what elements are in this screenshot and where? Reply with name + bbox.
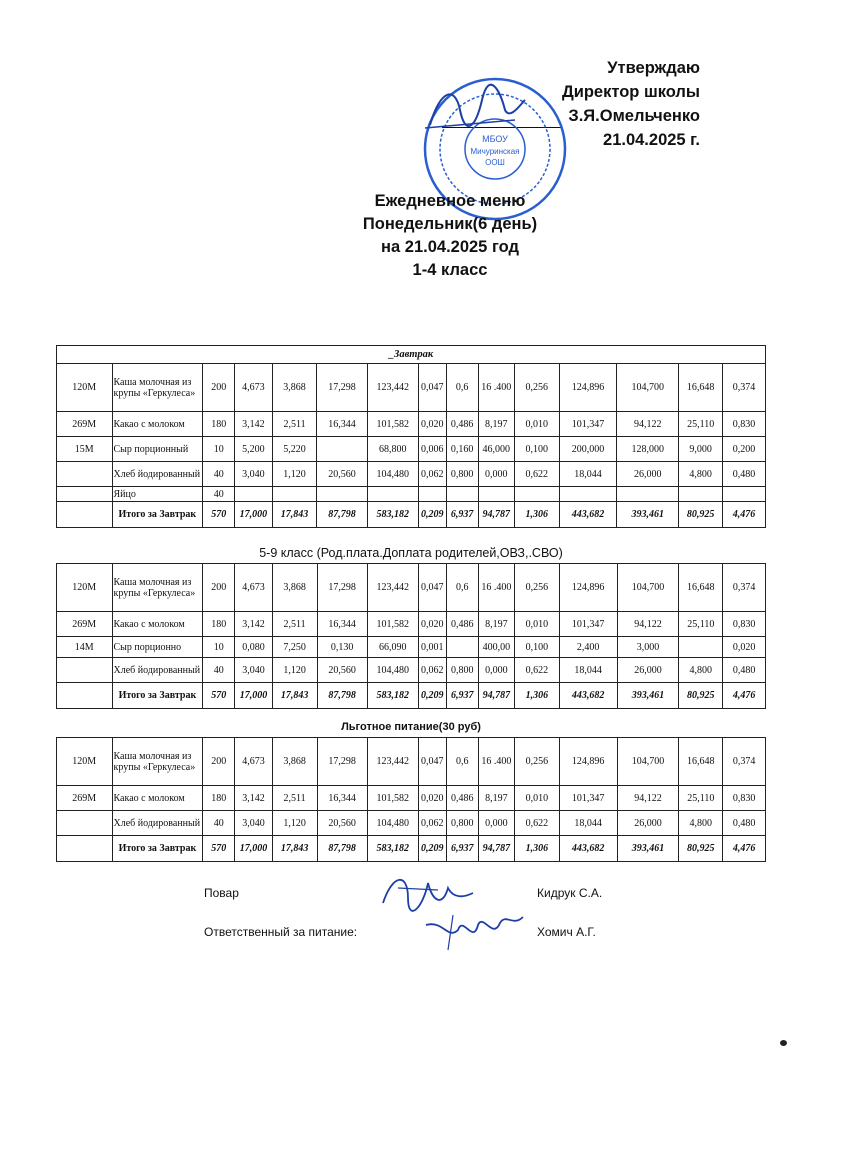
dish-name-cell: Хлеб йодированный bbox=[112, 462, 203, 487]
value-cell: 400,00 bbox=[478, 637, 514, 658]
value-cell: 101,347 bbox=[559, 786, 617, 811]
svg-text:МБОУ: МБОУ bbox=[482, 134, 508, 144]
total-value-cell: 87,798 bbox=[317, 683, 367, 709]
total-label-cell: Итого за Завтрак bbox=[112, 683, 203, 709]
value-cell: 40 bbox=[203, 462, 235, 487]
value-cell: 20,560 bbox=[317, 658, 367, 683]
total-value-cell: 94,787 bbox=[478, 502, 514, 528]
value-cell: 2,400 bbox=[559, 637, 617, 658]
value-cell: 180 bbox=[203, 786, 235, 811]
value-cell: 0,622 bbox=[515, 658, 560, 683]
total-value-cell: 80,925 bbox=[679, 683, 723, 709]
value-cell: 25,110 bbox=[679, 612, 723, 637]
value-cell: 200 bbox=[203, 364, 235, 412]
value-cell: 104,700 bbox=[617, 738, 679, 786]
table-row bbox=[57, 786, 766, 811]
value-cell: 104,480 bbox=[367, 462, 418, 487]
total-value-cell: 443,682 bbox=[559, 683, 617, 709]
recipe-code-cell bbox=[57, 487, 113, 502]
dish-name-cell: Каша молочная из крупы «Геркулеса» bbox=[112, 738, 203, 786]
value-cell: 0,047 bbox=[418, 738, 446, 786]
menu-table-benefit bbox=[56, 737, 766, 862]
total-value-cell: 1,306 bbox=[515, 683, 560, 709]
table-row bbox=[57, 658, 766, 683]
value-cell: 0,480 bbox=[723, 811, 766, 836]
total-value-cell bbox=[57, 836, 113, 862]
value-cell: 4,673 bbox=[235, 738, 272, 786]
total-row bbox=[57, 836, 766, 862]
value-cell: 2,511 bbox=[272, 786, 317, 811]
recipe-code-cell: 269М bbox=[57, 412, 113, 437]
value-cell: 18,044 bbox=[559, 462, 617, 487]
total-value-cell: 4,476 bbox=[723, 836, 766, 862]
value-cell: 7,250 bbox=[272, 637, 317, 658]
total-row bbox=[57, 683, 766, 709]
value-cell: 16 .400 bbox=[478, 738, 514, 786]
value-cell: 0,6 bbox=[446, 738, 478, 786]
value-cell: 0,6 bbox=[446, 564, 478, 612]
value-cell: 0,062 bbox=[418, 811, 446, 836]
value-cell: 94,122 bbox=[617, 412, 679, 437]
recipe-code-cell: 120М bbox=[57, 564, 113, 612]
value-cell: 180 bbox=[203, 412, 235, 437]
value-cell: 2,511 bbox=[272, 412, 317, 437]
value-cell: 0,047 bbox=[418, 364, 446, 412]
value-cell: 0,062 bbox=[418, 658, 446, 683]
value-cell: 0,062 bbox=[418, 462, 446, 487]
value-cell: 3,040 bbox=[235, 462, 272, 487]
value-cell: 124,896 bbox=[559, 564, 617, 612]
dish-name-cell: Яйцо bbox=[112, 487, 203, 502]
value-cell: 0,256 bbox=[515, 564, 560, 612]
value-cell: 1,120 bbox=[272, 462, 317, 487]
value-cell: 104,700 bbox=[617, 564, 679, 612]
menu-title bbox=[0, 190, 850, 282]
value-cell: 0,047 bbox=[418, 564, 446, 612]
title-line3: на 21.04.2025 год bbox=[381, 238, 519, 256]
total-value-cell: 80,925 bbox=[679, 836, 723, 862]
value-cell: 4,800 bbox=[679, 811, 723, 836]
value-cell: 4,800 bbox=[679, 462, 723, 487]
total-value-cell bbox=[57, 683, 113, 709]
value-cell: 0,130 bbox=[317, 637, 367, 658]
total-value-cell: 443,682 bbox=[559, 502, 617, 528]
value-cell: 101,347 bbox=[559, 612, 617, 637]
total-value-cell: 0,209 bbox=[418, 836, 446, 862]
value-cell: 0,000 bbox=[478, 462, 514, 487]
table-row bbox=[57, 487, 766, 502]
value-cell bbox=[418, 487, 446, 502]
responsible-signature-icon bbox=[418, 905, 528, 953]
value-cell: 16,344 bbox=[317, 786, 367, 811]
value-cell: 0,010 bbox=[514, 412, 559, 437]
value-cell: 25,110 bbox=[679, 412, 723, 437]
value-cell: 128,000 bbox=[617, 437, 679, 462]
table-row bbox=[57, 462, 766, 487]
value-cell: 123,442 bbox=[367, 738, 418, 786]
total-value-cell: 17,000 bbox=[235, 836, 272, 862]
value-cell: 20,560 bbox=[317, 462, 367, 487]
value-cell: 0,622 bbox=[515, 811, 560, 836]
dish-name-cell: Сыр порционно bbox=[112, 637, 203, 658]
value-cell: 0,622 bbox=[514, 462, 559, 487]
value-cell: 0,800 bbox=[446, 658, 478, 683]
value-cell bbox=[478, 487, 514, 502]
value-cell: 101,347 bbox=[559, 412, 617, 437]
value-cell: 16 .400 bbox=[478, 364, 514, 412]
value-cell: 0,486 bbox=[446, 786, 478, 811]
value-cell: 10 bbox=[203, 637, 235, 658]
value-cell: 40 bbox=[203, 658, 235, 683]
value-cell bbox=[317, 487, 367, 502]
total-value-cell: 570 bbox=[203, 683, 235, 709]
value-cell: 0,020 bbox=[418, 786, 446, 811]
value-cell: 0,800 bbox=[446, 462, 478, 487]
value-cell: 17,298 bbox=[317, 738, 367, 786]
total-value-cell: 94,787 bbox=[478, 683, 514, 709]
value-cell: 124,896 bbox=[559, 364, 617, 412]
dish-name-cell: Какао с молоком bbox=[112, 412, 203, 437]
value-cell: 16,344 bbox=[317, 612, 367, 637]
recipe-code-cell: 269М bbox=[57, 612, 113, 637]
table-row bbox=[57, 612, 766, 637]
total-value-cell bbox=[57, 502, 113, 528]
ink-dot bbox=[780, 1040, 787, 1046]
dish-name-cell: Какао с молоком bbox=[112, 612, 203, 637]
value-cell: 0,160 bbox=[446, 437, 478, 462]
value-cell: 101,582 bbox=[367, 786, 418, 811]
recipe-code-cell: 14М bbox=[57, 637, 113, 658]
total-label-cell: Итого за Завтрак bbox=[112, 502, 203, 528]
total-value-cell: 0,209 bbox=[418, 502, 446, 528]
value-cell: 180 bbox=[203, 612, 235, 637]
value-cell: 123,442 bbox=[367, 364, 418, 412]
value-cell: 66,090 bbox=[367, 637, 418, 658]
value-cell: 104,480 bbox=[367, 811, 418, 836]
total-value-cell: 393,461 bbox=[617, 836, 679, 862]
value-cell: 101,582 bbox=[367, 612, 418, 637]
menu-table-5-9 bbox=[56, 563, 766, 709]
value-cell: 10 bbox=[203, 437, 235, 462]
dish-name-cell: Каша молочная из крупы «Геркулеса» bbox=[112, 364, 203, 412]
value-cell: 9,000 bbox=[679, 437, 723, 462]
value-cell: 94,122 bbox=[617, 612, 679, 637]
total-value-cell: 1,306 bbox=[514, 502, 559, 528]
director-signature-icon bbox=[420, 80, 530, 135]
value-cell: 0,830 bbox=[723, 612, 766, 637]
value-cell: 0,486 bbox=[446, 412, 478, 437]
value-cell: 3,868 bbox=[272, 564, 317, 612]
dish-name-cell: Какао с молоком bbox=[112, 786, 203, 811]
value-cell: 123,442 bbox=[367, 564, 418, 612]
value-cell: 2,511 bbox=[272, 612, 317, 637]
value-cell: 46,000 bbox=[478, 437, 514, 462]
table-row bbox=[57, 738, 766, 786]
dish-name-cell: Хлеб йодированный bbox=[112, 811, 203, 836]
value-cell: 200 bbox=[203, 738, 235, 786]
recipe-code-cell bbox=[57, 658, 113, 683]
value-cell: 68,800 bbox=[367, 437, 418, 462]
caption-benefit: Льготное питание(30 руб) bbox=[341, 721, 481, 733]
value-cell: 0,020 bbox=[418, 612, 446, 637]
value-cell: 18,044 bbox=[559, 658, 617, 683]
value-cell: 0,256 bbox=[515, 738, 560, 786]
value-cell: 26,000 bbox=[617, 462, 679, 487]
value-cell: 3,142 bbox=[235, 612, 272, 637]
value-cell: 0,006 bbox=[418, 437, 446, 462]
approval-director: З.Я.Омельченко bbox=[568, 107, 700, 125]
recipe-code-cell: 269М bbox=[57, 786, 113, 811]
value-cell: 0,486 bbox=[446, 612, 478, 637]
title-line4: 1-4 класс bbox=[412, 261, 488, 279]
total-value-cell: 6,937 bbox=[446, 502, 478, 528]
value-cell: 124,896 bbox=[559, 738, 617, 786]
value-cell: 0,010 bbox=[515, 786, 560, 811]
approval-title: Утверждаю bbox=[607, 59, 700, 77]
total-value-cell: 6,937 bbox=[446, 836, 478, 862]
total-value-cell: 6,937 bbox=[446, 683, 478, 709]
total-value-cell: 80,925 bbox=[679, 502, 723, 528]
value-cell: 94,122 bbox=[617, 786, 679, 811]
value-cell: 0,000 bbox=[478, 811, 514, 836]
section-breakfast: _Завтрак bbox=[57, 346, 766, 364]
value-cell: 0,100 bbox=[514, 437, 559, 462]
recipe-code-cell: 15М bbox=[57, 437, 113, 462]
value-cell: 8,197 bbox=[478, 412, 514, 437]
total-value-cell: 443,682 bbox=[559, 836, 617, 862]
dish-name-cell: Сыр порционный bbox=[112, 437, 203, 462]
value-cell: 0,374 bbox=[723, 564, 766, 612]
recipe-code-cell: 120М bbox=[57, 364, 113, 412]
value-cell: 4,673 bbox=[235, 364, 272, 412]
value-cell bbox=[617, 487, 679, 502]
total-value-cell: 94,787 bbox=[478, 836, 514, 862]
value-cell: 3,142 bbox=[235, 412, 272, 437]
value-cell: 8,197 bbox=[478, 612, 514, 637]
total-value-cell: 17,000 bbox=[235, 502, 272, 528]
total-value-cell: 393,461 bbox=[617, 683, 679, 709]
value-cell: 4,800 bbox=[679, 658, 723, 683]
value-cell: 3,142 bbox=[235, 786, 272, 811]
value-cell bbox=[723, 487, 766, 502]
value-cell: 0,001 bbox=[418, 637, 446, 658]
value-cell: 0,020 bbox=[418, 412, 446, 437]
value-cell: 104,700 bbox=[617, 364, 679, 412]
value-cell: 0,830 bbox=[723, 412, 766, 437]
table-row bbox=[57, 412, 766, 437]
value-cell: 0,010 bbox=[515, 612, 560, 637]
value-cell: 0,830 bbox=[723, 786, 766, 811]
value-cell: 40 bbox=[203, 811, 235, 836]
value-cell: 1,120 bbox=[272, 658, 317, 683]
table-row bbox=[57, 811, 766, 836]
total-label-cell: Итого за Завтрак bbox=[112, 836, 203, 862]
svg-text:Мичуринская: Мичуринская bbox=[470, 147, 520, 156]
total-value-cell: 0,209 bbox=[418, 683, 446, 709]
value-cell: 101,582 bbox=[367, 412, 418, 437]
value-cell: 16 .400 bbox=[478, 564, 514, 612]
total-value-cell: 17,843 bbox=[272, 502, 317, 528]
value-cell: 16,648 bbox=[679, 738, 723, 786]
value-cell: 25,110 bbox=[679, 786, 723, 811]
value-cell: 0,080 bbox=[235, 637, 272, 658]
value-cell: 0,374 bbox=[723, 738, 766, 786]
value-cell bbox=[514, 487, 559, 502]
value-cell: 0,374 bbox=[723, 364, 766, 412]
value-cell: 4,673 bbox=[235, 564, 272, 612]
dish-name-cell: Каша молочная из крупы «Геркулеса» bbox=[112, 564, 203, 612]
total-value-cell: 4,476 bbox=[723, 502, 766, 528]
table-row bbox=[57, 564, 766, 612]
value-cell: 0,6 bbox=[446, 364, 478, 412]
total-value-cell: 17,843 bbox=[272, 683, 317, 709]
value-cell: 18,044 bbox=[559, 811, 617, 836]
value-cell: 104,480 bbox=[367, 658, 418, 683]
value-cell: 26,000 bbox=[617, 658, 679, 683]
value-cell: 17,298 bbox=[317, 364, 367, 412]
value-cell: 200 bbox=[203, 564, 235, 612]
value-cell bbox=[235, 487, 272, 502]
value-cell: 5,220 bbox=[272, 437, 317, 462]
title-line1: Ежедневное меню bbox=[374, 192, 526, 210]
total-row bbox=[57, 502, 766, 528]
total-value-cell: 4,476 bbox=[723, 683, 766, 709]
total-value-cell: 570 bbox=[203, 836, 235, 862]
value-cell: 0,256 bbox=[514, 364, 559, 412]
total-value-cell: 17,000 bbox=[235, 683, 272, 709]
total-value-cell: 583,182 bbox=[367, 502, 418, 528]
value-cell: 3,868 bbox=[272, 364, 317, 412]
value-cell: 3,040 bbox=[235, 811, 272, 836]
value-cell bbox=[679, 487, 723, 502]
value-cell: 0,020 bbox=[723, 637, 766, 658]
total-value-cell: 583,182 bbox=[367, 683, 418, 709]
value-cell bbox=[446, 487, 478, 502]
recipe-code-cell bbox=[57, 811, 113, 836]
total-value-cell: 87,798 bbox=[317, 836, 367, 862]
total-value-cell: 87,798 bbox=[317, 502, 367, 528]
table-row bbox=[57, 437, 766, 462]
total-value-cell: 570 bbox=[203, 502, 235, 528]
value-cell: 0,480 bbox=[723, 462, 766, 487]
recipe-code-cell bbox=[57, 462, 113, 487]
value-cell: 16,344 bbox=[317, 412, 367, 437]
value-cell: 16,648 bbox=[679, 564, 723, 612]
title-line2: Понедельник(6 день) bbox=[362, 215, 538, 233]
value-cell bbox=[317, 437, 367, 462]
value-cell bbox=[272, 487, 317, 502]
value-cell: 3,868 bbox=[272, 738, 317, 786]
table-row bbox=[57, 364, 766, 412]
value-cell: 0,000 bbox=[478, 658, 514, 683]
recipe-code-cell: 120М bbox=[57, 738, 113, 786]
value-cell: 17,298 bbox=[317, 564, 367, 612]
value-cell: 0,200 bbox=[723, 437, 766, 462]
approval-date: 21.04.2025 г. bbox=[603, 131, 700, 149]
value-cell: 1,120 bbox=[272, 811, 317, 836]
value-cell: 40 bbox=[203, 487, 235, 502]
value-cell: 20,560 bbox=[317, 811, 367, 836]
value-cell bbox=[367, 487, 418, 502]
value-cell: 0,480 bbox=[723, 658, 766, 683]
total-value-cell: 17,843 bbox=[272, 836, 317, 862]
total-value-cell: 583,182 bbox=[367, 836, 418, 862]
value-cell: 5,200 bbox=[235, 437, 272, 462]
caption-5-9: 5-9 класс (Род.плата.Доплата родителей,ОВЗ,.СВО) bbox=[259, 546, 563, 560]
table-row bbox=[57, 637, 766, 658]
approval-position: Директор школы bbox=[561, 83, 700, 101]
value-cell: 3,000 bbox=[617, 637, 679, 658]
svg-text:ООШ: ООШ bbox=[485, 158, 505, 167]
value-cell: 0,100 bbox=[515, 637, 560, 658]
responsible-label: Ответственный за питание: bbox=[204, 925, 358, 939]
value-cell bbox=[679, 637, 723, 658]
responsible-name: Хомич А.Г. bbox=[537, 925, 596, 939]
total-value-cell: 1,306 bbox=[515, 836, 560, 862]
cook-label: Повар bbox=[204, 886, 239, 900]
value-cell bbox=[559, 487, 617, 502]
value-cell: 26,000 bbox=[617, 811, 679, 836]
menu-table-1-4 bbox=[56, 345, 766, 528]
value-cell: 3,040 bbox=[235, 658, 272, 683]
total-value-cell: 393,461 bbox=[617, 502, 679, 528]
value-cell: 200,000 bbox=[559, 437, 617, 462]
value-cell: 0,800 bbox=[446, 811, 478, 836]
value-cell: 16,648 bbox=[679, 364, 723, 412]
value-cell bbox=[446, 637, 478, 658]
dish-name-cell: Хлеб йодированный bbox=[112, 658, 203, 683]
value-cell: 8,197 bbox=[478, 786, 514, 811]
cook-name: Кидрук С.А. bbox=[537, 886, 603, 900]
